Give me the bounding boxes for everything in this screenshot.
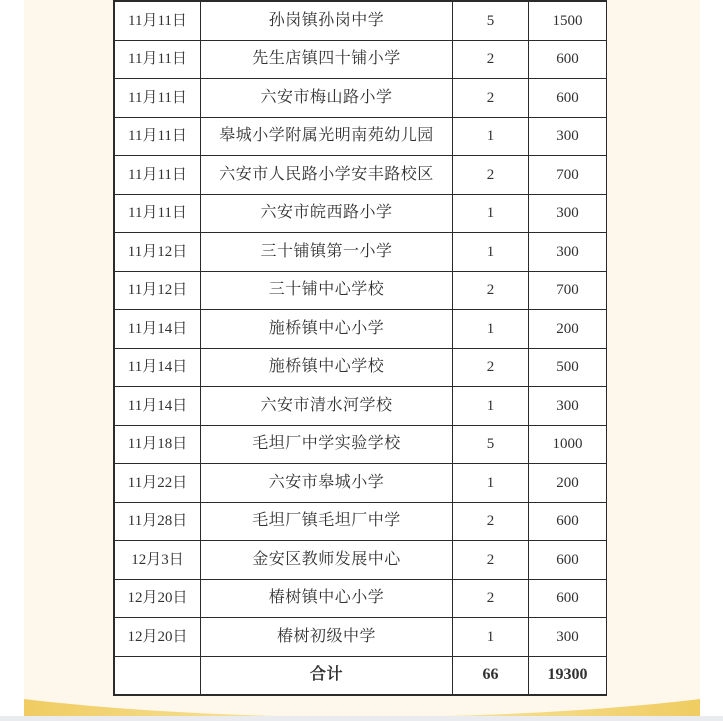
row-date-cell: 11月11日: [115, 118, 200, 156]
row-date-cell: 11月28日: [115, 503, 200, 541]
row-school-cell: 金安区教师发展中心: [201, 541, 452, 579]
row-amount-cell: 1500: [529, 2, 606, 40]
total-row-date-cell: [115, 657, 200, 695]
row-count-cell: 2: [453, 580, 528, 618]
row-count-cell: 1: [453, 618, 528, 656]
row-school-cell: 孙岗镇孙岗中学: [201, 2, 452, 40]
row-count-cell: 2: [453, 41, 528, 79]
page-bottom-strip: [0, 716, 723, 721]
row-school-cell: 皋城小学附属光明南苑幼儿园: [201, 118, 452, 156]
row-date-cell: 11月12日: [115, 233, 200, 271]
row-date-cell: 12月20日: [115, 618, 200, 656]
row-count-cell: 1: [453, 310, 528, 348]
row-count-cell: 1: [453, 387, 528, 425]
row-date-cell: 11月11日: [115, 79, 200, 117]
row-date-cell: 12月3日: [115, 541, 200, 579]
row-date-cell: 11月12日: [115, 272, 200, 310]
row-count-cell: 1: [453, 118, 528, 156]
row-school-cell: 先生店镇四十铺小学: [201, 41, 452, 79]
row-school-cell: 椿树镇中心小学: [201, 580, 452, 618]
row-date-cell: 11月11日: [115, 2, 200, 40]
row-amount-cell: 300: [529, 233, 606, 271]
row-amount-cell: 500: [529, 349, 606, 387]
row-school-cell: 六安市人民路小学安丰路校区: [201, 156, 452, 194]
row-school-cell: 六安市皋城小学: [201, 464, 452, 502]
total-row-amount: 19300: [529, 657, 606, 695]
row-count-cell: 1: [453, 464, 528, 502]
row-school-cell: 六安市皖西路小学: [201, 195, 452, 233]
total-row-count: 66: [453, 657, 528, 695]
row-date-cell: 11月11日: [115, 156, 200, 194]
row-amount-cell: 300: [529, 387, 606, 425]
row-date-cell: 11月11日: [115, 41, 200, 79]
row-school-cell: 椿树初级中学: [201, 618, 452, 656]
row-count-cell: 2: [453, 503, 528, 541]
row-count-cell: 1: [453, 195, 528, 233]
row-school-cell: 毛坦厂中学实验学校: [201, 426, 452, 464]
row-school-cell: 施桥镇中心学校: [201, 349, 452, 387]
total-row-label: 合计: [201, 657, 452, 695]
row-amount-cell: 300: [529, 195, 606, 233]
row-date-cell: 11月11日: [115, 195, 200, 233]
row-date-cell: 11月14日: [115, 387, 200, 425]
donation-table: [113, 0, 607, 696]
row-count-cell: 2: [453, 541, 528, 579]
gold-ribbon-decoration: [24, 699, 700, 717]
row-school-cell: 三十铺中心学校: [201, 272, 452, 310]
row-date-cell: 11月22日: [115, 464, 200, 502]
row-school-cell: 六安市清水河学校: [201, 387, 452, 425]
row-date-cell: 11月14日: [115, 310, 200, 348]
row-count-cell: 5: [453, 426, 528, 464]
row-count-cell: 5: [453, 2, 528, 40]
row-date-cell: 11月14日: [115, 349, 200, 387]
row-amount-cell: 600: [529, 580, 606, 618]
row-amount-cell: 600: [529, 41, 606, 79]
row-date-cell: 11月18日: [115, 426, 200, 464]
row-amount-cell: 300: [529, 118, 606, 156]
row-count-cell: 2: [453, 79, 528, 117]
row-amount-cell: 700: [529, 272, 606, 310]
row-count-cell: 2: [453, 272, 528, 310]
row-count-cell: 2: [453, 349, 528, 387]
row-amount-cell: 200: [529, 310, 606, 348]
row-count-cell: 2: [453, 156, 528, 194]
row-date-cell: 12月20日: [115, 580, 200, 618]
row-school-cell: 六安市梅山路小学: [201, 79, 452, 117]
row-school-cell: 毛坦厂镇毛坦厂中学: [201, 503, 452, 541]
row-school-cell: 施桥镇中心小学: [201, 310, 452, 348]
row-school-cell: 三十铺镇第一小学: [201, 233, 452, 271]
row-amount-cell: 600: [529, 79, 606, 117]
row-amount-cell: 300: [529, 618, 606, 656]
row-amount-cell: 600: [529, 541, 606, 579]
row-count-cell: 1: [453, 233, 528, 271]
row-amount-cell: 1000: [529, 426, 606, 464]
row-amount-cell: 700: [529, 156, 606, 194]
row-amount-cell: 200: [529, 464, 606, 502]
row-amount-cell: 600: [529, 503, 606, 541]
